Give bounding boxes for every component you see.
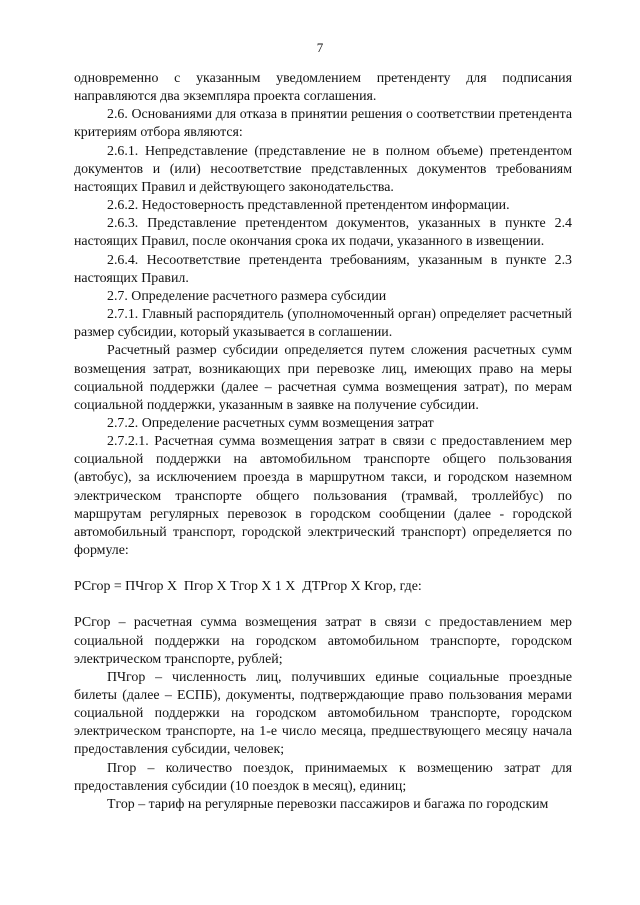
paragraph-2-6-3: 2.6.3. Представление претендентом документов, указанных в пункте 2.4 настоящих Правил, после окончания срока их подачи, указанного в извещении. <box>74 216 572 250</box>
paragraph-2-6-4: 2.6.4. Несоответствие претендента требованиям, указанным в пункте 2.3 настоящих Правил. <box>74 252 572 286</box>
page-number: 7 <box>316 40 324 55</box>
definition-pgor: Пгор – количество поездок, принимаемых к возмещению затрат для предоставления субсидии (10 поездок в месяц), единиц; <box>74 760 572 794</box>
paragraph-2-7-1: 2.7.1. Главный распорядитель (уполномоченный орган) определяет расчетный размер субсидии, который указывается в соглашении. <box>74 307 572 341</box>
paragraph-subsidy-calculation: Расчетный размер субсидии определяется путем сложения расчетных сумм возмещения затрат, возникающих при перевозке лиц, имеющих право на меры социальной поддержки (далее – расчетная сумма возмещения затрат), по мерам социальной поддержки, указанным в заявке на получение субсидии. <box>74 343 572 413</box>
document-body <box>74 70 572 814</box>
paragraph-2-6: 2.6. Основаниями для отказа в принятии решения о соответствии претендента критериям отбора являются: <box>74 107 572 141</box>
definition-pchgor: ПЧгор – численность лиц, получивших единые социальные проездные билеты (далее – ЕСПБ), документы, подтверждающие право пользования мерами социальной поддержки на городском автомобильном транспорте, городском электрическом транспорте, на 1-е число месяца, предшествующего месяцу начала предоставления субсидии, человек; <box>74 669 572 758</box>
paragraph-continuation: одновременно с указанным уведомлением претенденту для подписания направляются два экземпляра проекта соглашения. <box>74 71 572 105</box>
paragraph-2-7-2-1: 2.7.2.1. Расчетная сумма возмещения затрат в связи с предоставлением мер социальной поддержки на автомобильном транспорте общего пользования (автобус), за исключением проезда в маршрутном такси, и городском наземном электрическом транспорте общего пользования (трамвай, троллейбус) по маршрутам регулярных перевозок в городском сообщении (далее - городской автомобильный транспорт, городской электрический транспорт) определяется по формуле: <box>74 434 572 559</box>
paragraph-2-6-1: 2.6.1. Непредставление (представление не в полном объеме) претендентом документов и (или) несоответствие представленных документов требованиям настоящих Правил и действующего законодательства. <box>74 143 572 195</box>
formula: РСгор = ПЧгор Х Пгор Х Тгор Х 1 Х ДТРгор Х Кгор, где: <box>74 579 422 595</box>
paragraph-2-7-2: 2.7.2. Определение расчетных сумм возмещения затрат <box>107 415 434 431</box>
paragraph-2-7: 2.7. Определение расчетного размера субсидии <box>107 288 387 304</box>
definition-rsgor: РСгор – расчетная сумма возмещения затрат в связи с предоставлением мер социальной поддержки на городском автомобильном транспорте, городском электрическом транспорте, рублей; <box>74 615 572 667</box>
paragraph-2-6-2: 2.6.2. Недостоверность представленной претендентом информации. <box>107 198 510 214</box>
definition-tgor: Тгор – тариф на регулярные перевозки пассажиров и багажа по городским <box>107 796 549 812</box>
